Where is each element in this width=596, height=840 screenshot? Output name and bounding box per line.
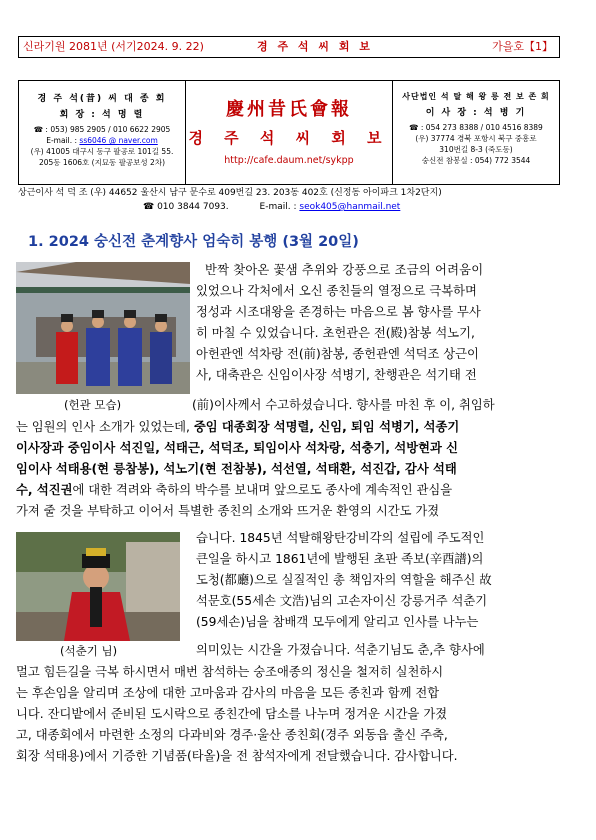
body-line: 멀고 힘든길을 극복 하시면서 매번 참석하는 숭조애종의 정신을 철저히 실천하시	[16, 665, 444, 679]
body-line: (59세손)님을 참배객 모두에게 알리고 인사를 나누는	[196, 615, 479, 629]
standing-director-phone: ☎ 010 3844 7093.	[143, 202, 229, 212]
photo-caption-seok-chungi: (석춘기 님)	[60, 644, 118, 658]
article-title: 1. 2024 숭신전 춘계향사 엄숙히 봉행 (3월 20일)	[28, 234, 359, 250]
officer-names-line: 임이사 석태용(현 릉참봉), 석노기(현 전참봉), 석선열, 석태환, 석진갑, 감사 석태	[16, 462, 457, 476]
clan-phone: ☎ : 053) 985 2905 / 010 6622 2905	[33, 125, 171, 134]
body-text: 에 대한 격려와 축하의 박수를 보내며 앞으로도 종사에 계속적인 관심을	[72, 483, 453, 497]
body-line	[16, 417, 459, 437]
society-name: 사단법인 석 탈 해 왕 릉 전 보 존 회	[402, 92, 550, 101]
society-chairman: 이 사 장 : 석 병 기	[425, 108, 527, 118]
body-line: 니다. 잔디밭에서 준비된 도시락으로 종친간에 담소를 나누며 정겨운 시간을 가졌	[16, 707, 448, 721]
issue-number: 가을호【1】	[492, 40, 553, 53]
society-address-line1: (우) 37774 경북 포항시 북구 중흥로	[415, 134, 537, 143]
officer-names: 수, 석진권	[16, 483, 73, 497]
body-line: 큰일을 하시고 1861년에 발행된 초판 족보(辛酉譜)의	[196, 552, 484, 566]
title-hangul: 경 주 석 씨 회 보	[188, 129, 390, 147]
body-line: 히 마칠 수 있었습니다. 초헌관은 전(殿)참봉 석노기,	[196, 326, 475, 340]
society-address-line2: 310번길 8-3 (죽도동)	[439, 145, 513, 154]
standing-director-email-label: E-mail. :	[259, 202, 297, 212]
cafe-url-link[interactable]: http://cafe.daum.net/sykpp	[224, 155, 354, 166]
seok-chungi-image	[16, 532, 180, 641]
body-line: 있었으나 각처에서 오신 종친들의 열정으로 극복하며	[196, 284, 477, 298]
officiants-photo	[16, 262, 190, 394]
body-line	[16, 480, 452, 500]
clan-address-line1: (우) 41005 대구시 동구 팔공로 101길 55.	[30, 147, 174, 156]
shrine-office-phone: 숭신전 참봉실 : 054) 772 3544	[421, 156, 531, 165]
body-line: 사, 대축관은 신임이사장 석병기, 찬행관은 석기태 전	[196, 368, 477, 382]
body-line: 석문호(55세손 文浩)님의 고손자이신 강릉거주 석춘기	[196, 594, 488, 608]
officiants-image	[16, 262, 190, 394]
standing-director-contact	[18, 200, 578, 214]
clan-email-label: E-mail. :	[46, 136, 78, 145]
seok-chungi-photo	[16, 532, 180, 641]
masthead	[18, 80, 560, 185]
body-line: 의미있는 시간을 가졌습니다. 석춘기님도 춘,추 향사에	[196, 643, 485, 657]
clan-association-info	[19, 81, 186, 184]
clan-association-name: 경 주 석(昔) 씨 대 종 회	[37, 94, 167, 104]
officer-names: 중임 대종회장 석명렬, 신임, 퇴임 석병기, 석종기	[193, 420, 460, 434]
body-line: 는 후손임을 알리며 조상에 대한 고마움과 감사의 마음을 모든 종친과 함께 전합	[16, 686, 440, 700]
body-line: 회장 석태용)에서 기증한 기념품(타올)을 전 참석자에게 전달했습니다. 감사합니다.	[16, 749, 458, 763]
body-line: 고, 대종회에서 마련한 소정의 다과비와 경주·울산 종친회(경주 외동읍 출신 주축,	[16, 728, 448, 742]
body-line: 아헌관엔 석차랑 전(前)참봉, 종헌관엔 석덕조 상근이	[196, 347, 479, 361]
title-hanja: 慶州昔氏會報	[226, 99, 352, 120]
society-phone: ☎ : 054 273 8388 / 010 4516 8389	[409, 123, 543, 132]
issue-header-bar	[18, 36, 560, 58]
body-line: (前)이사께서 수고하셨습니다. 향사를 마친 후 이, 취임하	[192, 398, 495, 412]
clan-email-link[interactable]: ss6046 @ naver.com	[79, 136, 158, 145]
newsletter-logo-block	[186, 81, 393, 184]
preservation-society-info	[393, 81, 559, 184]
officer-names-line: 이사장과 중임이사 석진일, 석태근, 석덕조, 퇴임이사 석차랑, 석충기, 석방현과 신	[16, 441, 459, 455]
issue-date: 신라기원 2081년 (서기2024. 9. 22)	[23, 40, 204, 53]
body-line: 도청(都廳)으로 실질적인 총 책임자의 역할을 해주신 故	[196, 573, 492, 587]
newsletter-name: 경 주 석 씨 회 보	[257, 40, 373, 53]
clan-address-line2: 205동 1606호 (지묘동 팔공보성 2차)	[38, 158, 165, 167]
body-line: 정성과 시조대왕을 존경하는 마음으로 봄 향사를 무사	[196, 305, 481, 319]
body-text: 는 임원의 인사 소개가 있었는데,	[16, 420, 194, 434]
clan-email-row	[19, 135, 185, 146]
standing-director-info	[18, 186, 578, 214]
body-line: 반짝 찾아온 꽃샘 추위와 강풍으로 조금의 어려움이	[205, 263, 484, 277]
standing-director-email-link[interactable]: seok405@hanmail.net	[299, 202, 401, 212]
body-line: 습니다. 1845년 석탈해왕탄강비각의 설립에 주도적인	[196, 531, 485, 545]
standing-director-address: 상근이사 석 덕 조 (우) 44652 울산시 남구 문수로 409번길 23. 203동 402호 (신정동 아이파크 1차2단지)	[18, 188, 442, 198]
body-line: 가져 줄 것을 부탁하고 이어서 특별한 종친의 소개와 뜨거운 환영의 시간도 가졌	[16, 504, 440, 518]
clan-president: 회 장 : 석 명 렬	[59, 110, 145, 120]
photo-caption-officiants: (헌관 모습)	[64, 398, 122, 412]
